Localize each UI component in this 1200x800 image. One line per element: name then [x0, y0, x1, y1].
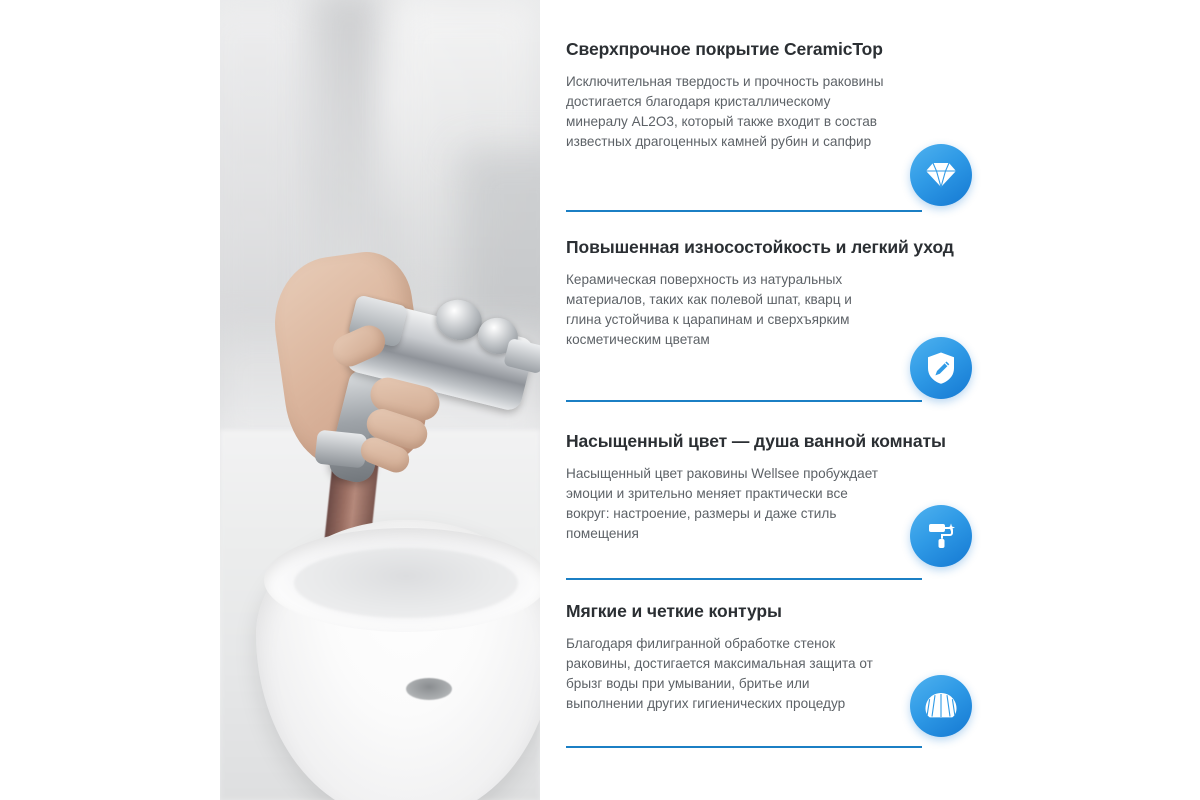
- feature-item-wear-resistance: [566, 236, 986, 350]
- sink-drain: [406, 678, 452, 700]
- features-list: [566, 0, 986, 800]
- feature-divider: [566, 746, 922, 748]
- feature-body: Насыщенный цвет раковины Wellsee пробуждает эмоции и зрительно меняет практически все вокруг: настроение, размеры и даже стиль помещения: [566, 466, 879, 541]
- feature-divider: [566, 210, 922, 212]
- shell-icon: [910, 675, 972, 737]
- feature-body: Благодаря филигранной обработке стенок раковины, достигается максимальная защита от брызг воды при умывании, бритье или выполнении других гигиенических процедур: [566, 636, 873, 711]
- paint-roller-icon: [910, 505, 972, 567]
- feature-title: Мягкие и четкие контуры: [566, 601, 782, 621]
- feature-body: Керамическая поверхность из натуральных материалов, таких как полевой шпат, кварц и глина устойчива к царапинам и сверхъярким косметическим цветам: [566, 272, 852, 347]
- feature-divider: [566, 400, 922, 402]
- product-photo: [220, 0, 540, 800]
- feature-body: Исключительная твердость и прочность раковины достигается благодаря кристаллическому минералу AL2O3, который также входит в состав известных драгоценных камней рубин и сапфир: [566, 74, 884, 149]
- feature-title: Насыщенный цвет — душа ванной комнаты: [566, 431, 946, 451]
- shield-pen-icon: [910, 337, 972, 399]
- feature-title: Сверхпрочное покрытие CeramicTop: [566, 39, 883, 59]
- sink-bowl-interior: [294, 548, 518, 618]
- feature-item-ceramictop: [566, 38, 986, 152]
- diamond-icon: [910, 144, 972, 206]
- feature-title: Повышенная износостойкость и легкий уход: [566, 237, 954, 257]
- feature-divider: [566, 578, 922, 580]
